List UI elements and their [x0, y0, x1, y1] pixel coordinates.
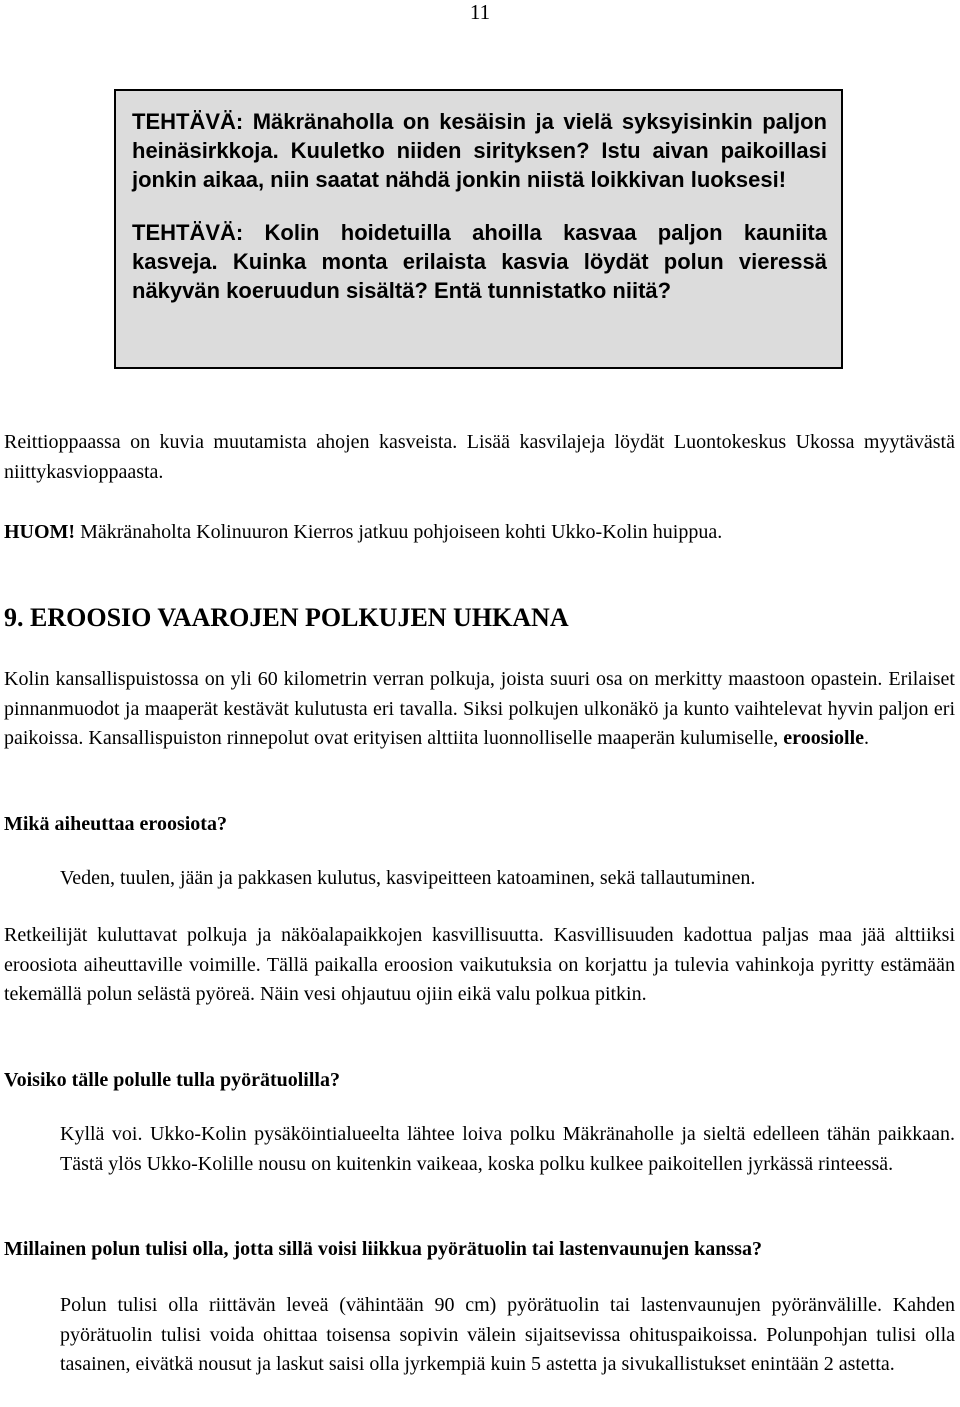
section-paragraph [4, 665, 955, 754]
answer-1: Veden, tuulen, jään ja pakkasen kulutus, kasvipeitteen katoaminen, sekä tallautuminen. [60, 867, 756, 889]
answer-3: Polun tulisi olla riittävän leveä (vähintään 90 cm) pyörätuolin tai lastenvaunujen pyöränvälille. Kahden pyörätuolin tulisi voida ohittaa toisensa sopivin välein sijaitsevissa ohituspaikoissa. Polunpohjan tulisi olla tasainen, eivätkä nousut ja laskut saisi olla jyrkempiä kuin 5 astetta ja sivukallistukset enintään 2 astetta. [60, 1294, 955, 1375]
section-paragraph-main: Kolin kansallispuistossa on yli 60 kilometrin verran polkuja, joista suuri osa on merkitty maastoon opastein. Erilaiset pinnanmuodot ja maaperät kestävät kulutusta eri tavalla. Siksi polkujen ulkonäkö ja kunto vaihtelevat hyvin paljon eri paikoissa. Kansallispuiston rinnepolut ovat erityisen alttiita luonnolliselle maaperän kulumiselle, [4, 668, 955, 749]
task-2-text: TEHTÄVÄ: Kolin hoidetuilla ahoilla kasvaa paljon kauniita kasveja. Kuinka monta erilaista kasvia löydät polun vieressä näkyvän koeruudun sisältä? Entä tunnistatko niitä? [132, 220, 827, 303]
huom-label: HUOM! [4, 521, 76, 543]
section-title: 9. EROOSIO VAAROJEN POLKUJEN UHKANA [4, 603, 569, 632]
huom-paragraph [4, 518, 955, 548]
section-paragraph-bold: eroosiolle [783, 727, 865, 749]
task-box [114, 89, 843, 369]
question-3: Millainen polun tulisi olla, jotta sillä voisi liikkua pyörätuolin tai lastenvaunujen kanssa? [4, 1238, 762, 1260]
section-paragraph-end: . [864, 727, 870, 749]
question-2: Voisiko tälle polulle tulla pyörätuolilla? [4, 1069, 340, 1091]
answer-2: Kyllä voi. Ukko-Kolin pysäköintialueelta lähtee loiva polku Mäkränaholle ja sieltä edelleen tähän paikkaan. Tästä ylös Ukko-Kolille nousu on kuitenkin vaikeaa, koska polku kulkee paikoitellen jyrkässä rinteessä. [60, 1123, 955, 1175]
page-number: 11 [469, 0, 491, 24]
task-1-text: TEHTÄVÄ: Mäkränaholla on kesäisin ja vielä syksyisinkin paljon heinäsirkkoja. Kuuletko niiden sirityksen? Istu aivan paikoillasi jonkin aikaa, niin saatat nähdä jonkin niistä loikkivan luoksesi! [132, 109, 827, 192]
paragraph-2: Retkeilijät kuluttavat polkuja ja näköalapaikkojen kasvillisuutta. Kasvillisuuden kadottua paljas maa jää alttiiksi eroosiota aiheuttaville voimille. Tällä paikalla eroosion vaikutuksia on korjattu ja tulevia vahinkoja pyritty estämään tekemällä polun selästä pyöreä. Näin vesi ohjautuu ojiin eikä valu polkua pitkin. [4, 924, 955, 1005]
huom-text: Mäkränaholta Kolinuuron Kierros jatkuu pohjoiseen kohti Ukko-Kolin huippua. [75, 521, 723, 543]
intro-paragraph: Reittioppaassa on kuvia muutamista ahojen kasveista. Lisää kasvilajeja löydät Luontokeskus Ukossa myytävästä niittykasvioppaasta. [4, 431, 955, 483]
question-1: Mikä aiheuttaa eroosiota? [4, 813, 227, 835]
